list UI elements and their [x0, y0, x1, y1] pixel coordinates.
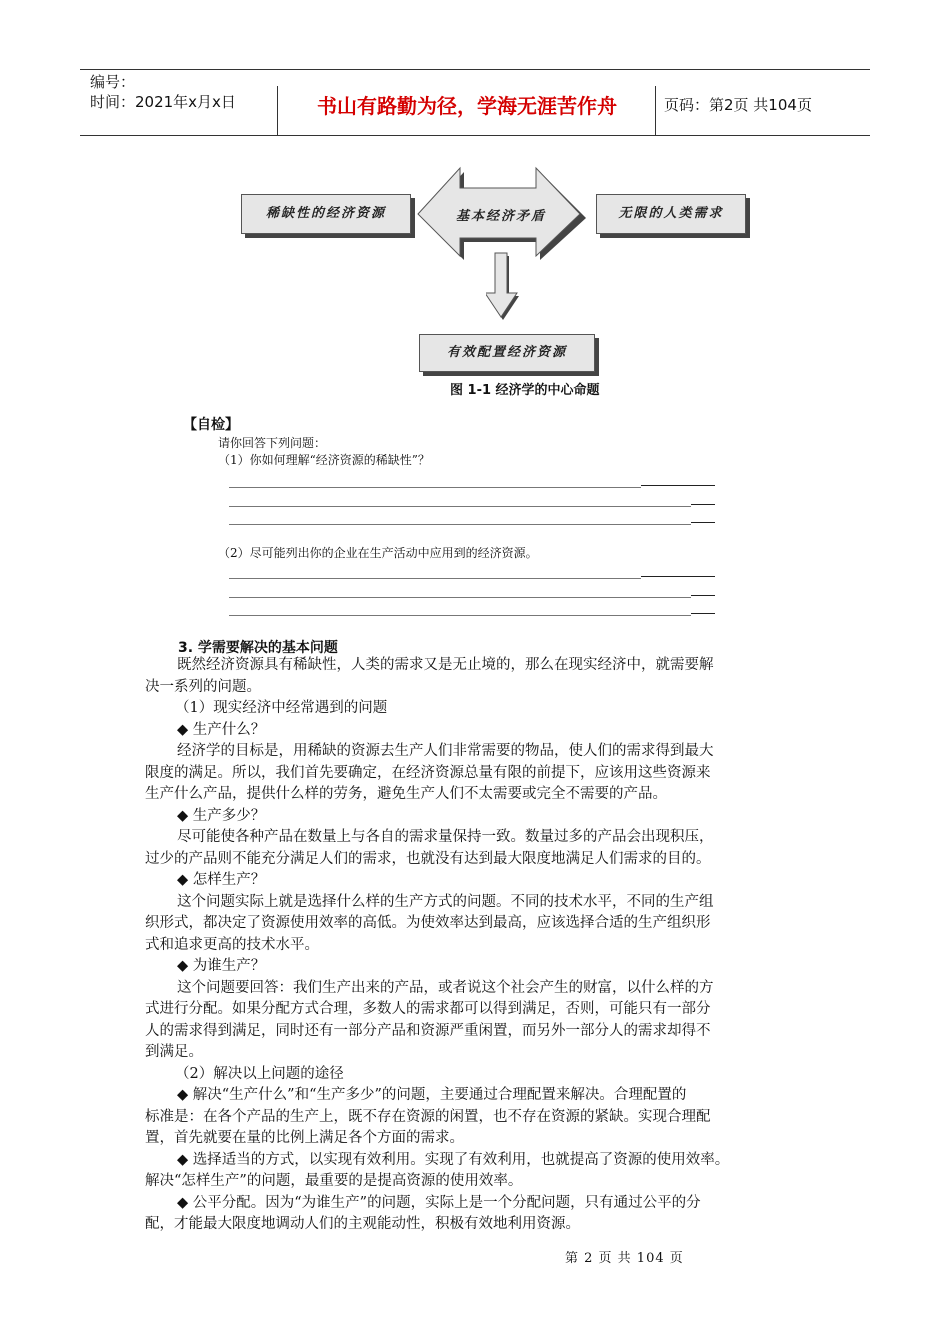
bullet-heading: ◆ 怎样生产？	[177, 872, 266, 888]
answer-line	[229, 487, 641, 488]
header-divider-right	[655, 86, 656, 135]
paragraph-line: 过少的产品则不能充分满足人们的需求，也就没有达到最大限度地满足人们需求的目的。	[145, 850, 711, 867]
answer-line	[229, 615, 691, 616]
subheading: （2）解决以上问题的途径	[175, 1065, 344, 1082]
answer-line-end	[691, 613, 715, 614]
answer-line-end	[691, 595, 715, 596]
diagram-box-allocation-label: 有效配置经济资源	[446, 345, 567, 360]
answer-line	[229, 597, 691, 598]
answer-line	[229, 524, 691, 525]
diagram-center-label: 基本经济矛盾	[455, 209, 546, 224]
paragraph-line: 织形式，都决定了资源使用效率的高低。为使效率达到最高，应该选择合适的生产组织形	[145, 915, 711, 931]
paragraph-line: 这个问题实际上就是选择什么样的生产方式的问题。不同的技术水平，不同的生产组	[177, 893, 714, 910]
self-check-question-1: （1）你如何理解“经济资源的稀缺性”？	[218, 453, 430, 467]
diagram-box-unlimited-needs-label: 无限的人类需求	[618, 206, 724, 221]
footer-page-number: 第 2 页 共 104 页	[565, 1251, 684, 1266]
paragraph-line: ◆ 解决“生产什么”和“生产多少”的问题，主要通过合理配置来解决。合理配置的	[177, 1087, 687, 1103]
answer-line	[229, 506, 691, 507]
diagram-box-allocation	[419, 334, 595, 372]
header-page-number: 页码：第2页 共104页	[664, 96, 812, 114]
bullet-heading: ◆ 生产什么？	[177, 721, 266, 738]
diagram-box-unlimited-needs	[596, 194, 746, 234]
paragraph-line: 这个问题要回答：我们生产出来的产品，或者说这个社会产生的财富，以什么样的方	[177, 979, 714, 996]
paragraph-line: 到满足。	[145, 1044, 203, 1060]
self-check-question-2: （2）尽可能列出你的企业在生产活动中应用到的经济资源。	[218, 546, 538, 560]
paragraph-line: 解决“怎样生产”的问题，最重要的是提高资源的使用效率。	[145, 1173, 523, 1189]
paragraph-line: 人的需求得到满足，同时还有一部分产品和资源严重闲置，而另外一部分人的需求却得不	[145, 1022, 711, 1039]
header-bottom-rule	[80, 135, 870, 136]
header-top-rule	[80, 69, 870, 70]
answer-line-end	[691, 522, 715, 523]
bullet-heading: ◆ 生产多少？	[177, 807, 266, 824]
paragraph-line: 经济学的目标是，用稀缺的资源去生产人们非常需要的物品，使人们的需求得到最大	[177, 743, 714, 759]
paragraph-line: 决一系列的问题。	[145, 678, 261, 695]
section-title: 3. 学需要解决的基本问题	[178, 640, 338, 656]
figure-caption: 图 1-1 经济学的中心命题	[450, 383, 600, 398]
diagram-box-scarce-resources-label: 稀缺性的经济资源	[265, 206, 386, 221]
paragraph-line: 限度的满足。所以，我们首先要确定，在经济资源总量有限的前提下，应该用这些资源来	[145, 764, 711, 781]
bullet-heading: ◆ 为谁生产？	[177, 958, 266, 974]
subheading: （1）现实经济中经常遇到的问题	[175, 700, 388, 716]
paragraph-line: ◆ 选择适当的方式，以实现有效利用。实现了有效利用，也就提高了资源的使用效率。	[177, 1151, 730, 1168]
answer-line	[229, 578, 641, 579]
answer-line-end	[641, 485, 715, 486]
paragraph-line: 既然经济资源具有稀缺性，人类的需求又是无止境的，那么在现实经济中，就需要解	[177, 657, 714, 673]
self-check-intro: 请你回答下列问题：	[218, 436, 327, 450]
header-motto: 书山有路勤为径，学海无涯苦作舟	[317, 94, 617, 118]
document-date: 时间：2021年x月x日	[90, 93, 236, 111]
section-body	[145, 655, 815, 1236]
paragraph-line: ◆ 公平分配。因为“为谁生产”的问题，实际上是一个分配问题，只有通过公平的分	[177, 1194, 701, 1211]
self-check-title: 【自检】	[183, 417, 239, 433]
paragraph-line: 置，首先就要在量的比例上满足各个方面的需求。	[145, 1130, 464, 1146]
paragraph-line: 式和追求更高的技术水平。	[145, 936, 319, 953]
paragraph-line: 式进行分配。如果分配方式合理，多数人的需求都可以得到满足，否则，可能只有一部分	[145, 1001, 711, 1017]
header-divider-left	[277, 86, 278, 135]
paragraph-line: 尽可能使各种产品在数量上与各自的需求量保持一致。数量过多的产品会出现积压，	[177, 829, 714, 845]
paragraph-line: 标准是：在各个产品的生产上，既不存在资源的闲置，也不存在资源的紧缺。实现合理配	[145, 1108, 711, 1125]
document-number-label: 编号：	[90, 73, 136, 91]
paragraph-line: 配，才能最大限度地调动人们的主观能动性，积极有效地利用资源。	[145, 1216, 580, 1232]
answer-line-end	[691, 504, 715, 505]
diagram-box-scarce-resources	[241, 194, 411, 234]
paragraph-line: 生产什么产品，提供什么样的劳务，避免生产人们不太需要或完全不需要的产品。	[145, 786, 667, 802]
answer-line-end	[641, 576, 715, 577]
diagram-down-arrow	[486, 252, 520, 322]
